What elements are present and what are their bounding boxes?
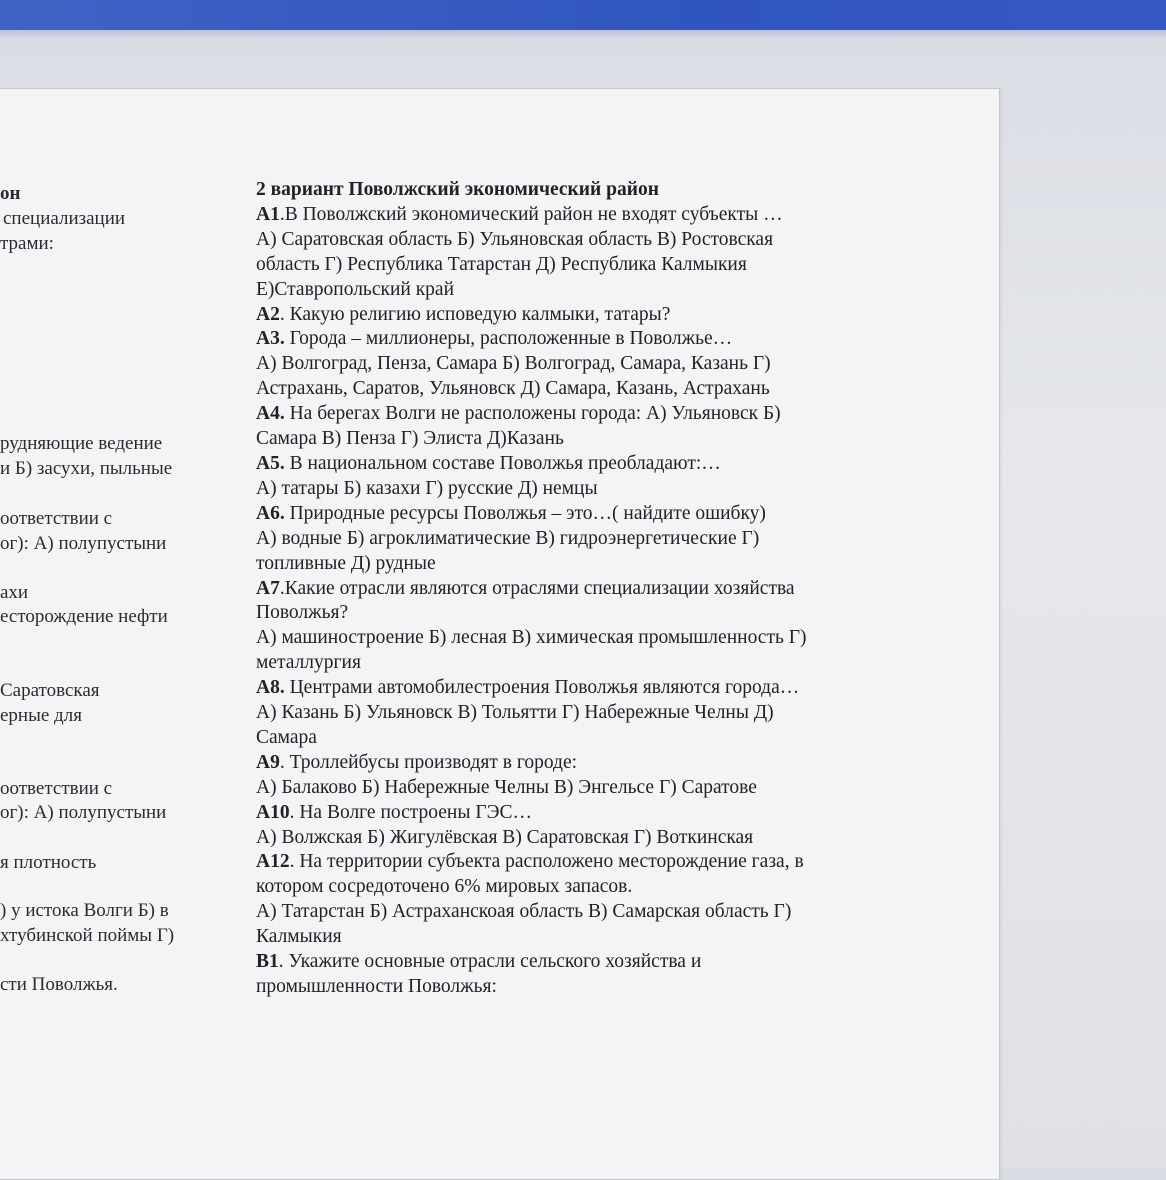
line-text: А) Татарстан Б) Астраханскоая область В) Самарская область Г) xyxy=(256,901,792,923)
line-text: Астрахань, Саратов, Ульяновск Д) Самара, Казань, Астрахань xyxy=(256,378,770,400)
question-line xyxy=(256,577,896,602)
line-text: Поволжья? xyxy=(256,602,349,624)
line-text: . На территории субъекта расположено месторождение газа, в xyxy=(289,851,804,873)
left-fragment-line: оответствии с xyxy=(0,778,113,799)
answer-line xyxy=(256,900,896,925)
line-text: .В Поволжский экономический район не входят субъекты … xyxy=(279,203,783,225)
answer-line xyxy=(256,552,896,577)
question-label: А2 xyxy=(256,303,280,325)
left-fragment-line: оответствии с xyxy=(0,508,113,529)
answer-line xyxy=(256,726,896,751)
answer-line xyxy=(256,651,896,676)
answer-line xyxy=(256,253,896,278)
line-text: А) татары Б) казахи Г) русские Д) немцы xyxy=(256,477,598,499)
variant-2-column xyxy=(256,178,896,1000)
question-line xyxy=(256,950,896,975)
answer-line xyxy=(256,975,896,1000)
question-label: А8. xyxy=(256,677,285,699)
answer-line xyxy=(256,875,896,900)
line-text: А) Волгоград, Пенза, Самара Б) Волгоград, Самара, Казань Г) xyxy=(256,353,771,375)
variant-title: 2 вариант Поволжский экономический район xyxy=(256,179,659,200)
left-fragment-line: я плотность xyxy=(0,852,97,873)
line-text: А) Балаково Б) Набережные Челны В) Энгельсе Г) Саратове xyxy=(256,776,757,798)
line-text: На берегах Волги не расположены города: А) Ульяновск Б) xyxy=(284,403,781,425)
line-text: Е)Ставропольский край xyxy=(256,278,455,300)
left-column-cropped xyxy=(0,0,240,1168)
answer-line xyxy=(256,776,896,801)
answer-line xyxy=(256,601,896,626)
question-line xyxy=(256,203,896,228)
question-line xyxy=(256,751,896,776)
answer-line xyxy=(256,278,896,303)
question-line xyxy=(256,327,896,352)
question-line xyxy=(256,452,896,477)
line-text: А) Казань Б) Ульяновск В) Тольятти Г) Набережные Челны Д) xyxy=(256,702,774,724)
left-fragment-line: ) у истока Волги Б) в xyxy=(0,900,169,921)
line-text: Природные ресурсы Поволжья – это…( найдите ошибку) xyxy=(284,502,766,524)
answer-line xyxy=(256,925,896,950)
answer-line xyxy=(256,826,896,851)
left-fragment-line: специализации xyxy=(3,208,126,229)
answer-line xyxy=(256,701,896,726)
question-label: А3. xyxy=(256,328,285,350)
left-fragment-line: ерные для xyxy=(0,705,82,726)
question-label: А5. xyxy=(256,452,285,474)
answer-line xyxy=(256,427,896,452)
line-text: А) водные Б) агроклиматические В) гидроэнергетические Г) xyxy=(256,527,760,549)
question-line xyxy=(256,303,896,328)
line-text: область Г) Республика Татарстан Д) Республика Калмыкия xyxy=(256,253,747,275)
line-text: Калмыкия xyxy=(256,926,342,948)
left-fragment-line: сти Поволжья. xyxy=(0,974,118,995)
question-label: А7 xyxy=(256,577,280,599)
left-fragment-line: Саратовская xyxy=(0,680,100,701)
line-text: . Какую религию исповедую калмыки, татары? xyxy=(279,303,671,325)
line-text: Самара xyxy=(256,726,317,748)
left-fragment-line: есторождение нефти xyxy=(0,606,168,627)
question-label: В1 xyxy=(256,951,279,973)
answer-line xyxy=(256,626,896,651)
line-text: .Какие отрасли являются отраслями специализации хозяйства xyxy=(279,577,795,599)
line-text: А) машиностроение Б) лесная В) химическая промышленность Г) xyxy=(256,627,807,649)
line-text: металлургия xyxy=(256,652,361,674)
question-line xyxy=(256,801,896,826)
answer-line xyxy=(256,477,896,502)
left-fragment-line: трами: xyxy=(0,233,54,254)
line-text: промышленности Поволжья: xyxy=(256,976,497,997)
left-fragment-line: ог): А) полупустыни xyxy=(0,533,167,554)
line-text: А) Саратовская область Б) Ульяновская область В) Ростовская xyxy=(256,228,774,250)
line-text: Города – миллионеры, расположенные в Поволжье… xyxy=(284,328,733,350)
question-label: А1 xyxy=(256,203,280,225)
line-text: . На Волге построены ГЭС… xyxy=(289,801,533,823)
line-text: котором сосредоточено 6% мировых запасов. xyxy=(256,876,633,898)
question-label: А6. xyxy=(256,502,285,524)
question-label: А9 xyxy=(256,751,280,773)
question-line xyxy=(256,502,896,527)
answer-line xyxy=(256,527,896,552)
question-line xyxy=(256,850,896,875)
answer-line xyxy=(256,377,896,402)
left-fragment-line: ахи xyxy=(0,582,29,603)
line-text: топливные Д) рудные xyxy=(256,552,436,574)
line-text: Центрами автомобилестроения Поволжья являются города… xyxy=(284,677,800,699)
question-label: А12 xyxy=(256,851,290,873)
left-fragment-line: ог): А) полупустыни xyxy=(0,802,167,823)
line-text: Самара В) Пенза Г) Элиста Д)Казань xyxy=(256,428,564,450)
answer-line xyxy=(256,352,896,377)
line-text: А) Волжская Б) Жигулёвская В) Саратовская Г) Воткинская xyxy=(256,826,754,848)
question-label: А10 xyxy=(256,801,290,823)
question-line xyxy=(256,676,896,701)
question-label: А4. xyxy=(256,403,285,425)
question-line xyxy=(256,402,896,427)
left-fragment-line: рудняющие ведение xyxy=(0,433,163,454)
left-fragment-line: и Б) засухи, пыльные xyxy=(0,458,173,479)
answer-line xyxy=(256,228,896,253)
line-text: В национальном составе Поволжья преобладают:… xyxy=(284,452,721,474)
line-text: . Троллейбусы производят в городе: xyxy=(279,751,578,773)
left-fragment-line: хтубинской поймы Г) xyxy=(0,925,175,946)
left-fragment-line: он xyxy=(0,183,21,204)
line-text: . Укажите основные отрасли сельского хозяйства и xyxy=(278,951,702,973)
question-lines xyxy=(256,203,896,1000)
